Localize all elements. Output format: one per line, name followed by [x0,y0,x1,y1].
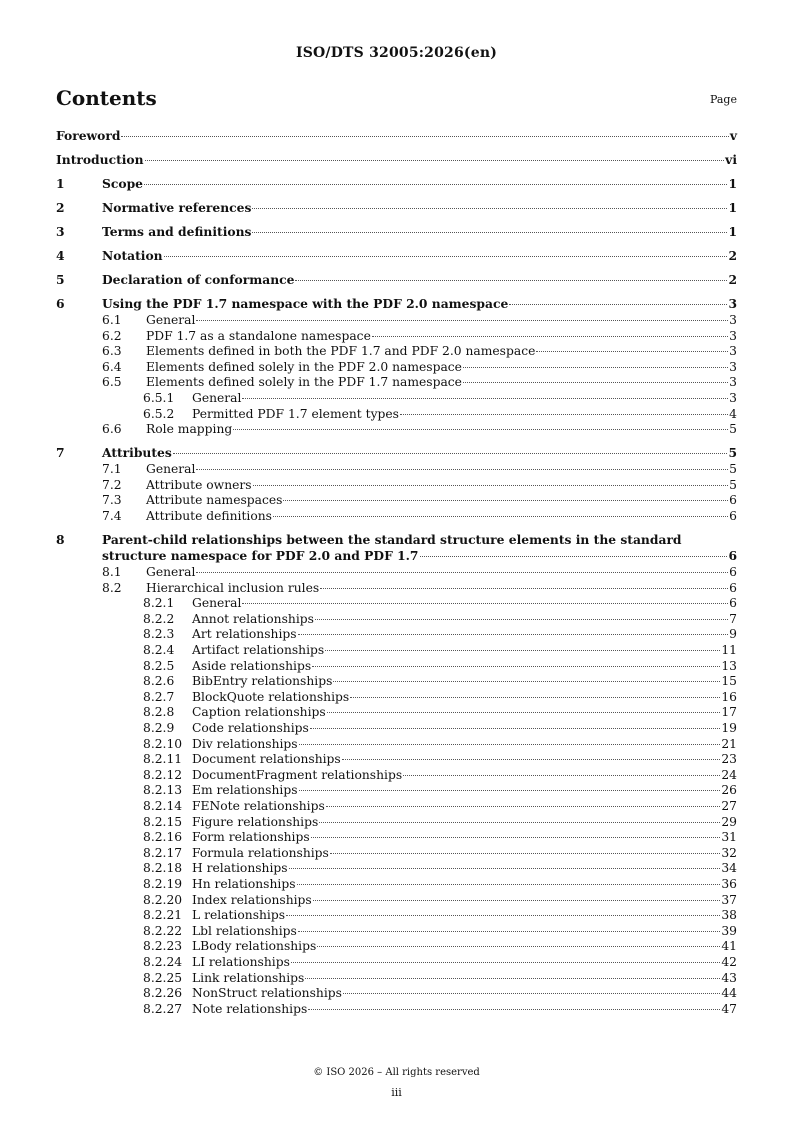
toc-entry-page: 7 [729,611,737,626]
toc-leader-dots [330,853,720,854]
toc-entry-number: 7.3 [102,493,122,508]
toc-entry-title: Elements defined solely in the PDF 1.7 namespace [146,375,462,390]
toc-leader-dots [536,351,728,352]
toc-leader-dots [299,790,721,791]
toc-entry-page: 11 [721,643,737,657]
toc-leader-dots [295,280,727,281]
toc-entry[interactable] [56,736,737,752]
toc-entry-page: 3 [728,296,737,311]
toc-leader-dots [164,256,728,257]
toc-entry[interactable] [56,673,737,689]
toc-leader-dots [298,931,721,932]
toc-entry-title: Div relationships [192,736,298,751]
toc-entry[interactable] [56,421,737,437]
toc-entry-number: 8.2.2 [143,611,175,626]
toc-entry-page: 39 [721,923,737,938]
toc-entry-title: PDF 1.7 as a standalone namespace [146,328,371,343]
toc-entry-title: LI relationships [192,955,290,969]
toc-leader-dots [252,232,727,233]
toc-entry-number: 8.2.11 [143,752,183,767]
toc-entry-title: Em relationships [192,783,298,798]
toc-entry-title: L relationships [192,908,286,923]
toc-leader-dots [320,588,728,589]
toc-entry-title: Role mapping [146,422,233,437]
footer-copyright: © ISO 2026 – All rights reserved [313,1067,480,1078]
contents-title: Contents [56,86,157,110]
toc-entry-title: Art relationships [192,627,297,642]
toc-entry-page: 1 [728,176,737,191]
page-column-label: Page [709,93,737,106]
toc-entry-page: 26 [721,783,737,798]
toc-entry-number: 8.2.17 [143,845,183,860]
toc-entry-title: Elements defined in both the PDF 1.7 and PDF 2.0 namespace [146,344,536,359]
toc-entry-title: General [192,596,242,611]
toc-entry-number: 6.2 [102,328,122,343]
toc-entry-number: 8.2.13 [143,783,183,798]
toc-entry-number: 8.2.8 [143,705,175,720]
toc-entry-number: 8.2 [102,580,122,595]
toc-leader-dots [319,822,720,823]
toc-leader-dots [298,634,729,635]
toc-entry-title: Document relationships [192,752,341,767]
toc-entry[interactable] [56,359,737,375]
toc-entry-page: 6 [729,580,737,595]
toc-leader-dots [317,946,720,947]
toc-entry-title: Hn relationships [192,877,296,891]
toc-leader-dots [311,837,721,838]
toc-entry-page: 13 [721,658,737,673]
toc-entry[interactable] [56,477,737,493]
toc-entry[interactable] [56,860,737,876]
toc-entry-title: Note relationships [192,1001,308,1016]
toc-leader-dots [325,650,720,651]
toc-entry[interactable] [56,1001,737,1017]
toc-entry-page: 3 [729,313,737,327]
toc-entry-title: Notation [102,248,163,263]
toc-entry[interactable] [56,492,737,508]
toc-leader-dots [463,382,728,383]
toc-entry-page: 27 [721,799,737,813]
toc-entry-title: Code relationships [192,721,309,735]
document-header: ISO/DTS 32005:2026(en) [295,45,498,61]
toc-entry[interactable] [56,532,737,548]
toc-entry-title: Terms and definitions [102,224,252,239]
toc-entry-page: 5 [729,462,737,477]
toc-entry-number: 6.1 [102,313,122,327]
toc-entry-number: 8.2.25 [143,970,183,985]
toc-entry-number: 8.2.24 [143,955,183,969]
toc-entry-number: 3 [56,224,65,239]
toc-entry-number: 1 [56,176,65,191]
toc-entry-page: 41 [721,939,737,954]
toc-entry[interactable] [56,152,737,168]
toc-leader-dots [253,485,729,486]
toc-entry-title: Attribute namespaces [146,493,283,508]
toc-entry[interactable] [56,658,737,674]
toc-entry-number: 8.1 [102,565,122,579]
toc-entry-page: v [729,128,737,143]
toc-entry-page: 19 [721,721,737,735]
toc-entry-page: 5 [729,477,737,492]
toc-entry-page: 5 [728,445,737,461]
toc-entry-number: 6.5.1 [143,391,175,405]
toc-leader-dots [291,962,720,963]
toc-entry[interactable] [56,272,737,288]
toc-entry[interactable] [56,508,737,524]
toc-leader-dots [403,775,720,776]
toc-entry[interactable] [56,704,737,720]
toc-entry-number: 7.1 [102,462,122,477]
toc-entry[interactable] [56,611,737,627]
toc-leader-dots [286,915,720,916]
toc-entry[interactable] [56,970,737,986]
toc-entry-page: 3 [729,391,737,405]
toc-entry-number: 6.5.2 [143,406,175,421]
toc-leader-dots [252,208,727,209]
toc-entry-number: 8.2.5 [143,658,175,673]
toc-leader-dots [326,806,721,807]
toc-entry-page: 37 [721,892,737,907]
toc-entry-title: Index relationships [192,892,312,907]
toc-entry-page: 31 [721,830,737,845]
toc-entry-title: Formula relationships [192,845,329,860]
toc-entry-page: 24 [721,767,737,782]
toc-entry-number: 8.2.15 [143,814,183,829]
toc-entry-page: 42 [721,955,737,969]
toc-leader-dots [283,500,728,501]
toc-entry-title: DocumentFragment relationships [192,767,403,782]
toc-entry-number: 8.2.1 [143,596,175,611]
toc-entry[interactable] [56,374,737,390]
toc-entry-title: General [146,313,196,327]
toc-entry-title: Scope [102,176,143,191]
toc-entry-title: Caption relationships [192,705,326,720]
toc-entry-title: Permitted PDF 1.7 element types [192,406,399,421]
toc-entry-title: BibEntry relationships [192,674,333,689]
toc-entry[interactable] [56,128,737,144]
toc-entry-page: 3 [729,375,737,390]
toc-entry-title: Aside relationships [192,658,312,673]
toc-entry-page: 32 [721,845,737,860]
toc-entry[interactable] [56,689,737,705]
toc-entry-number: 6.6 [102,422,122,437]
toc-entry-page: 43 [721,970,737,985]
toc-entry-continuation[interactable] [56,548,737,564]
toc-entry-title: General [146,565,196,579]
toc-entry-number: 8.2.9 [143,721,175,735]
toc-entry-number: 8.2.4 [143,643,175,657]
toc-leader-dots [196,320,728,321]
toc-entry-title: Attribute owners [146,477,252,492]
toc-leader-dots [313,900,721,901]
toc-entry-title: FENote relationships [192,799,325,813]
toc-entry-number: 7.2 [102,477,122,492]
toc-entry[interactable] [56,892,737,908]
toc-entry-number: 8.2.14 [143,799,183,813]
toc-entry[interactable] [56,176,737,192]
toc-entry-page: 1 [728,200,737,215]
toc-leader-dots [121,136,728,137]
toc-entry-page: 3 [729,359,737,374]
toc-entry[interactable] [56,406,737,422]
toc-leader-dots [343,993,720,994]
toc-entry[interactable] [56,814,737,830]
toc-entry-number: 8.2.20 [143,892,183,907]
toc-leader-dots [372,336,728,337]
toc-entry-number: 6.5 [102,375,122,390]
toc-leader-dots [289,868,721,869]
toc-entry-title: Link relationships [192,970,305,985]
toc-entry-title: Attribute definitions [146,509,272,523]
toc-entry-title: General [192,391,242,405]
toc-entry[interactable] [56,720,737,736]
toc-entry[interactable] [56,296,737,312]
toc-entry[interactable] [56,312,737,328]
toc-entry-page: 17 [721,705,737,720]
toc-entry-number: 8.2.19 [143,877,183,891]
toc-entry-number: 8 [56,532,65,547]
toc-entry[interactable] [56,782,737,798]
toc-entry-page: 3 [729,344,737,359]
toc-entry-title: LBody relationships [192,939,317,954]
toc-entry[interactable] [56,845,737,861]
toc-entry-number: 8.2.16 [143,830,183,845]
toc-entry-number: 4 [56,248,65,263]
toc-entry-number: 8.2.12 [143,767,183,782]
toc-entry-title: BlockQuote relationships [192,689,350,704]
toc-leader-dots [242,603,728,604]
toc-leader-dots [196,572,728,573]
toc-entry[interactable] [56,923,737,939]
toc-entry[interactable] [56,224,737,240]
toc-entry-title: Figure relationships [192,814,319,829]
toc-leader-dots [509,304,727,305]
toc-entry[interactable] [56,343,737,359]
toc-entry-title: Using the PDF 1.7 namespace with the PDF 2.0 namespace [102,296,509,311]
toc-entry[interactable] [56,461,737,477]
toc-leader-dots [173,453,728,454]
toc-leader-dots [310,728,721,729]
toc-entry-page: 44 [721,986,737,1001]
toc-leader-dots [312,666,720,667]
toc-entry-number: 8.2.21 [143,908,183,923]
toc-entry-page: 15 [721,674,737,689]
toc-entry[interactable] [56,829,737,845]
toc-entry[interactable] [56,767,737,783]
toc-entry-page: 6 [729,509,737,523]
toc-entry-title: Annot relationships [192,611,314,626]
toc-entry-page: 4 [729,406,737,421]
toc-entry-number: 5 [56,272,65,287]
toc-entry-page: vi [725,152,737,167]
toc-entry-page: 6 [729,596,737,611]
toc-entry[interactable] [56,642,737,658]
toc-leader-dots [308,1009,720,1010]
toc-leader-dots [315,619,728,620]
toc-entry-page: 6 [728,548,737,563]
toc-entry-page: 47 [721,1001,737,1016]
toc-leader-dots [297,884,721,885]
toc-entry-title: Declaration of conformance [102,272,295,287]
toc-entry-title: Lbl relationships [192,923,297,938]
toc-entry-page: 16 [721,689,737,704]
toc-entry[interactable] [56,445,737,461]
toc-entry-page: 9 [729,627,737,642]
toc-entry-title: Foreword [56,128,121,143]
footer-page-number: iii [391,1086,402,1099]
toc-entry-page: 2 [728,248,737,263]
toc-entry-number: 7 [56,445,65,461]
toc-entry[interactable] [56,564,737,580]
toc-entry-page: 29 [721,814,737,829]
toc-leader-dots [299,744,721,745]
toc-entry-title: H relationships [192,861,288,876]
toc-entry[interactable] [56,580,737,596]
toc-entry-number: 6 [56,296,65,311]
toc-leader-dots [145,160,725,161]
toc-entry-number: 8.2.3 [143,627,175,642]
toc-entry[interactable] [56,626,737,642]
toc-entry-title: Artifact relationships [192,643,325,657]
toc-entry-number: 8.2.22 [143,923,183,938]
toc-entry-title: Hierarchical inclusion rules [146,580,320,595]
toc-entry-title: Introduction [56,152,144,167]
toc-entry[interactable] [56,954,737,970]
toc-entry-page: 34 [721,861,737,876]
toc-entry-page: 36 [721,877,737,891]
toc-entry-page: 38 [721,908,737,923]
toc-entry-number: 8.2.26 [143,986,183,1001]
toc-entry[interactable] [56,200,737,216]
toc-entry-page: 6 [729,565,737,579]
toc-entry[interactable] [56,328,737,344]
toc-entry[interactable] [56,907,737,923]
toc-entry-page: 23 [721,752,737,767]
toc-leader-dots [144,184,727,185]
toc-leader-dots [327,712,721,713]
toc-entry-title: Normative references [102,200,252,215]
toc-entry-title: General [146,462,196,477]
toc-entry-title: Form relationships [192,830,310,845]
toc-entry-title: NonStruct relationships [192,986,342,1001]
toc-entry-page: 3 [729,328,737,343]
toc-leader-dots [242,398,728,399]
toc-leader-dots [463,367,728,368]
toc-entry-number: 6.4 [102,359,122,374]
toc-entry[interactable] [56,985,737,1001]
toc-entry-number: 8.2.6 [143,674,175,689]
toc-entry-number: 8.2.7 [143,689,175,704]
toc-entry-number: 8.2.18 [143,861,183,876]
toc-entry[interactable] [56,938,737,954]
toc-leader-dots [273,516,728,517]
toc-entry-page: 1 [728,224,737,239]
toc-entry-title: Parent-child relationships between the standard structure elements in the standard [102,532,682,547]
toc-entry-number: 6.3 [102,344,122,359]
toc-leader-dots [305,978,720,979]
toc-leader-dots [342,759,721,760]
toc-leader-dots [333,681,720,682]
toc-entry-number: 8.2.27 [143,1001,183,1016]
toc-leader-dots [233,429,728,430]
toc-entry-page: 5 [729,422,737,437]
toc-entry-page: 6 [729,493,737,508]
toc-leader-dots [400,414,728,415]
toc-entry[interactable] [56,390,737,406]
toc-entry-page: 21 [721,736,737,751]
toc-entry-title: Elements defined solely in the PDF 2.0 namespace [146,359,462,374]
toc-entry-number: 2 [56,200,65,215]
toc-entry-title-line2: structure namespace for PDF 2.0 and PDF 1.7 [102,548,419,563]
toc-entry-number: 7.4 [102,509,122,523]
toc-entry[interactable] [56,248,737,264]
toc-entry-page: 2 [728,272,737,287]
toc-entry-title: Attributes [102,445,172,461]
toc-leader-dots [420,556,728,557]
toc-entry-number: 8.2.10 [143,736,183,751]
toc-entry[interactable] [56,751,737,767]
toc-entry[interactable] [56,876,737,892]
toc-leader-dots [196,469,728,470]
toc-entry-number: 8.2.23 [143,939,183,954]
toc-entry[interactable] [56,595,737,611]
toc-entry[interactable] [56,798,737,814]
toc-leader-dots [350,697,720,698]
